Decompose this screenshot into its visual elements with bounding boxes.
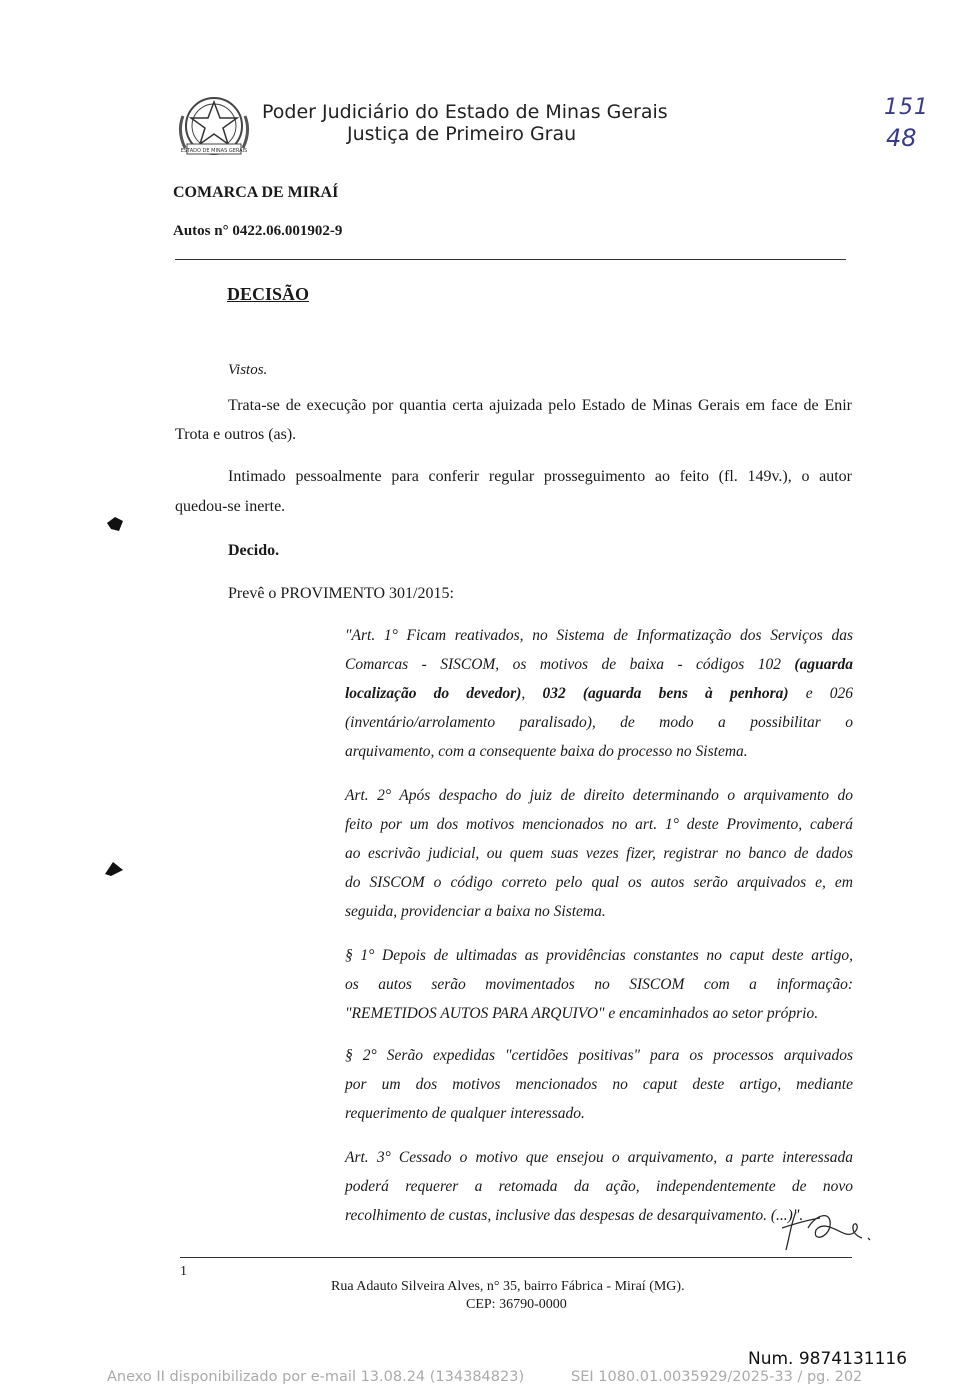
paragraph-1-line-1: § 1° Depois de ultimadas as providências constantes no caput deste artigo, [345,947,853,964]
article-1-line-2 [345,650,853,679]
header-divider [175,259,846,260]
article-3-line-3: recolhimento de custas, inclusive das despesas de desarquivamento. (...)". [345,1207,804,1224]
article-1-line-4: (inventário/arrolamento paralisado), de modo a possibilitar o [345,714,853,731]
court-cep: CEP: 36790-0000 [466,1297,567,1312]
vistos-text: Vistos. [228,362,268,378]
court-address: Rua Adauto Silveira Alves, n° 35, bairro Fábrica - Miraí (MG). [331,1279,685,1294]
handwritten-page-number-1: 151 [884,95,929,120]
paragraph-2-line-2: quedou-se inerte. [175,498,286,515]
paragraph-2-line-1 [228,462,852,491]
decido-text: Decido. [228,542,280,559]
article-1-line-3 [345,679,853,708]
court-instance: Justiça de Primeiro Grau [347,123,577,145]
comarca-heading: COMARCA DE MIRAÍ [173,184,339,201]
provimento-intro: Prevê o PROVIMENTO 301/2015: [228,585,454,602]
article-1-line-2-bold: (aguarda [794,656,853,673]
punch-hole-mark [105,515,125,533]
article-2-line-1: Art. 2° Após despacho do juiz de direito determinando o arquivamento do [345,787,853,804]
paragraph-2-line-3: requerimento de qualquer interessado. [345,1105,585,1122]
paragraph-1-line-1 [228,391,852,420]
article-1-line-5: arquivamento, com a consequente baixa do processo no Sistema. [345,743,748,760]
paragraph-2-block [345,1041,853,1128]
document-title: DECISÃO [227,284,310,304]
paragraph-1-text-1: Trata-se de execução por quantia certa ajuizada pelo Estado de Minas Gerais em face de Enir [228,397,852,414]
article-1-line-3-sep: , [521,685,543,702]
paragraph-1-block [345,941,853,1028]
article-2-line-4: do SISCOM o código correto pelo qual os autos serão arquivados e, em [345,874,853,891]
paragraph-2-text-1: Intimado pessoalmente para conferir regular prosseguimento ao feito (fl. 149v.), o autor [228,468,852,485]
article-2-block [345,781,853,926]
coat-of-arms-seal [175,86,253,162]
article-1-block [345,621,853,766]
article-1-line-3-text: e 026 [788,685,853,702]
article-2-line-2: feito por um dos motivos mencionados no art. 1° deste Provimento, caberá [345,816,853,833]
seal-text: ESTADO DE MINAS GERAIS [180,148,248,154]
punch-hole-mark [105,860,125,878]
paragraph-1-line-2: os autos serão movimentados no SISCOM com a informação: [345,976,853,993]
handwritten-page-number-2: 48 [886,124,917,152]
page-number: 1 [180,1264,187,1279]
article-3-line-2: poderá requerer a retomada da ação, independentemente de novo [345,1178,853,1195]
annex-watermark: Anexo II disponibilizado por e-mail 13.08.24 (134384823) [107,1369,525,1385]
handwritten-signature [772,1198,882,1258]
paragraph-1-line-2: Trota e outros (as). [175,426,297,443]
article-2-line-5: seguida, providenciar a baixa no Sistema. [345,903,606,920]
document-num-stamp: Num. 9874131116 [748,1349,908,1369]
article-2-line-3: ao escrivão judicial, ou quem suas vezes fizer, registrar no banco de dados [345,845,853,862]
case-number: Autos n° 0422.06.001902-9 [173,223,343,239]
court-name: Poder Judiciário do Estado de Minas Gerais [262,101,668,123]
paragraph-2-line-2: por um dos motivos mencionados no caput deste artigo, mediante [345,1076,853,1093]
sei-watermark: SEI 1080.01.0035929/2025-33 / pg. 202 [571,1369,863,1385]
paragraph-2-line-1: § 2° Serão expedidas "certidões positivas" para os processos arquivados [345,1047,853,1064]
article-1-line-3-bold-a: localização do devedor) [345,685,522,702]
paragraph-1-line-3: "REMETIDOS AUTOS PARA ARQUIVO" e encaminhados ao setor próprio. [345,1005,819,1022]
article-3-line-1: Art. 3° Cessado o motivo que ensejou o arquivamento, a parte interessada [345,1149,853,1166]
article-1-line-1: "Art. 1° Ficam reativados, no Sistema de Informatização dos Serviços das [345,627,853,644]
article-1-line-2-text: Comarcas - SISCOM, os motivos de baixa - códigos 102 [345,656,795,673]
footer-divider [180,1257,852,1258]
article-1-line-3-bold-b: 032 (aguarda bens à penhora) [542,685,789,702]
